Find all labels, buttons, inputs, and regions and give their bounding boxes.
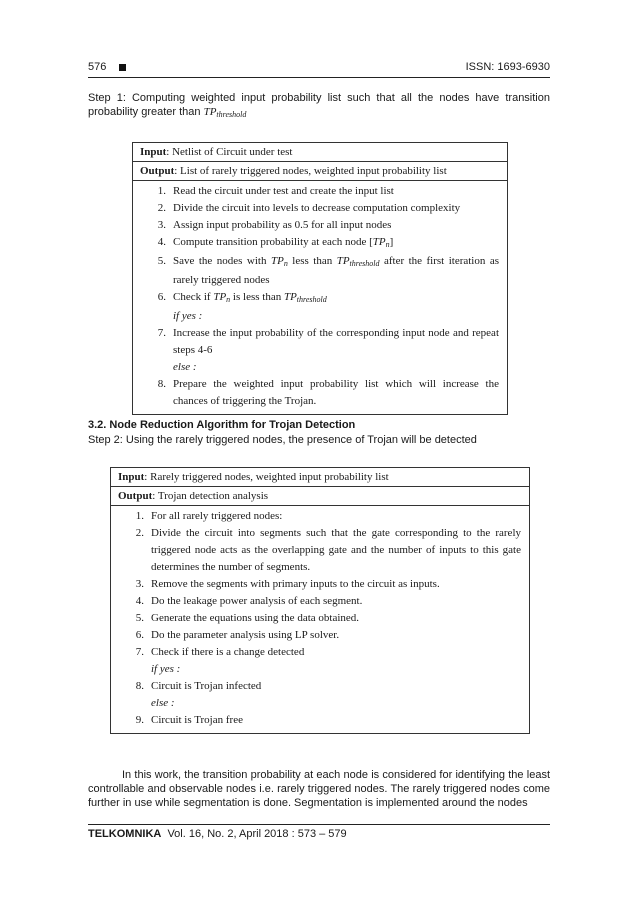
algo1-step: 8. Prepare the weighted input probability list which will increase the chances of triggering the Trojan. — [157, 378, 499, 407]
algo2-step: 2. Divide the circuit into segments such that the gate corresponding to the rarely triggered node acts as the overlapping gate and the number of inputs to this gate determines the number of segments. — [135, 527, 521, 573]
algo1-step: 1. Read the circuit under test and create the input list — [157, 185, 394, 197]
page-header — [88, 61, 550, 75]
algo1-else: else : — [173, 361, 197, 373]
journal-name: TELKOMNIKA — [88, 828, 162, 840]
algo1-if-yes: if yes : — [173, 310, 203, 322]
algo2-if-yes: if yes : — [151, 663, 181, 675]
page-number: 576 — [88, 61, 107, 73]
step2-text: Step 2: Using the rarely triggered nodes, the presence of Trojan will be detected — [88, 434, 477, 446]
algo2-step: 4. Do the leakage power analysis of each segment. — [135, 595, 363, 607]
algo1-input: Input: Netlist of Circuit under test — [133, 143, 507, 162]
algo1-step: 5. Save the nodes with $TP_n$ less than $TP_{threshold}$ after the first iteration as rarely triggered nodes — [157, 255, 500, 286]
algo2-output: Output: Trojan detection analysis — [111, 487, 529, 506]
algo2-step: 1. For all rarely triggered nodes: — [135, 510, 283, 522]
algo2-step: 6. Do the parameter analysis using LP solver. — [135, 629, 340, 641]
algo2-step: 3. Remove the segments with primary inputs to the circuit as inputs. — [135, 578, 440, 590]
algo1-steps — [133, 181, 507, 414]
algo2-input: Input: Rarely triggered nodes, weighted input probability list — [111, 468, 529, 487]
step1-text: Step 1: Computing weighted input probability list such that all the nodes have transition probability greater than $TP_{threshold}$ — [88, 92, 550, 119]
algo1-output: Output: List of rarely triggered nodes, weighted input probability list — [133, 162, 507, 181]
algo2-else: else : — [151, 697, 175, 709]
issn-label: ISSN: 1693-6930 — [465, 61, 550, 73]
section-heading: 3.2. Node Reduction Algorithm for Trojan Detection — [88, 419, 356, 431]
algo2-steps — [111, 506, 529, 733]
citation: Vol. 16, No. 2, April 2018 : 573 – 579 — [167, 828, 347, 840]
algo1-step: 2. Divide the circuit into levels to decrease computation complexity — [157, 202, 461, 214]
body-paragraph: In this work, the transition probability at each node is considered for identifying the least controllable and observable nodes i.e. rarely triggered nodes. The rarely triggered nodes come further in use while segmentation is done. Segmentation is implemented around the nodes — [88, 769, 550, 809]
square-bullet-icon — [119, 64, 126, 71]
page-footer — [88, 828, 347, 840]
algo2-step: 7. Check if there is a change detected — [135, 646, 305, 658]
algo2-step: 8. Circuit is Trojan infected — [135, 680, 262, 692]
algorithm-box-1 — [132, 142, 508, 415]
footer-rule — [88, 824, 550, 825]
algo1-step: 7. Increase the input probability of the corresponding input node and repeat steps 4-6 — [157, 327, 499, 356]
algo2-step: 5. Generate the equations using the data obtained. — [135, 612, 360, 624]
algo1-step: 3. Assign input probability as 0.5 for all input nodes — [157, 219, 392, 231]
algorithm-box-2 — [110, 467, 530, 734]
header-rule — [88, 77, 550, 78]
algo1-step: 6. Check if $TP_n$ is less than $TP_{threshold}$ — [157, 291, 327, 304]
algo2-step: 9. Circuit is Trojan free — [135, 714, 243, 726]
algo1-step: 4. Compute transition probability at each node $[TP_n]$ — [157, 236, 394, 249]
tp-threshold-math: $TP_{threshold}$ — [203, 106, 247, 119]
